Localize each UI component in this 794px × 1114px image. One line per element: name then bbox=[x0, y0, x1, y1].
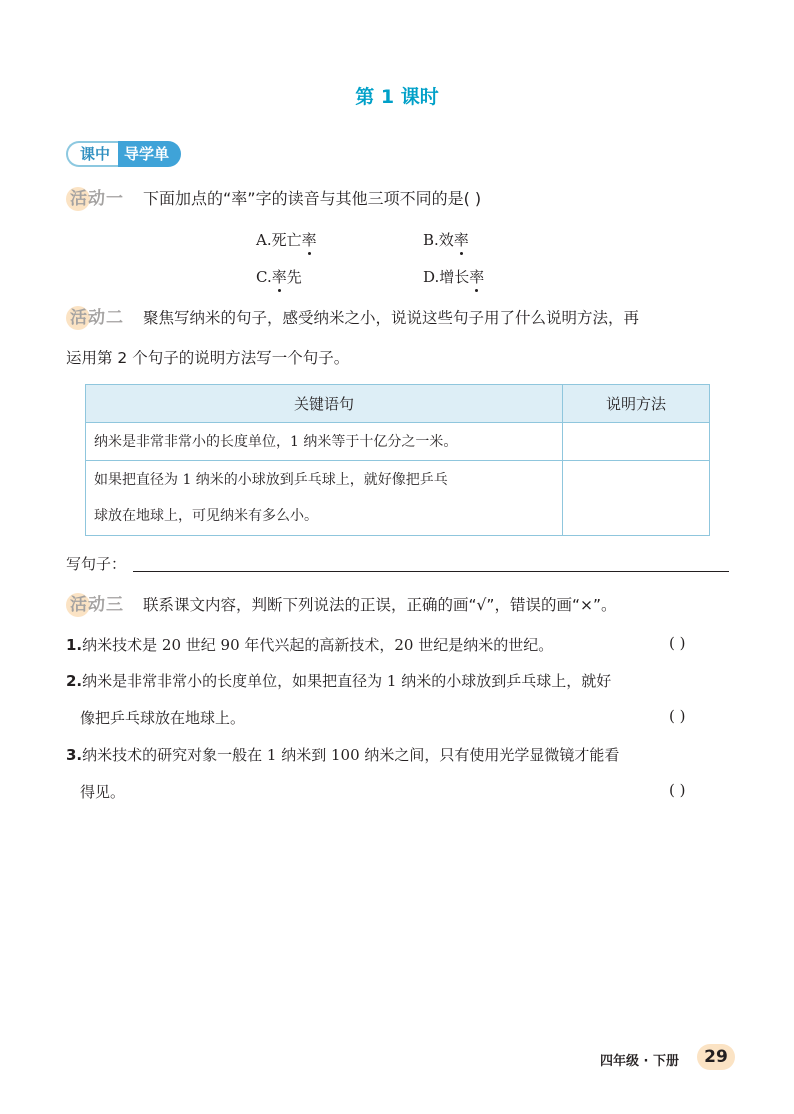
judge-item-1-text: 纳米技术是 20 世纪 90 年代兴起的高新技术，20 世纪是纳米的世纪。 bbox=[82, 636, 554, 654]
activity3-question: 联系课文内容，判断下列说法的正误，正确的画“√”，错误的画“×”。 bbox=[143, 596, 617, 614]
activity3-tag: 活动三 bbox=[70, 592, 124, 618]
table-row-2-line1: 如果把直径为 1 纳米的小球放到乒乓球上，就好像把乒乓 bbox=[94, 472, 448, 488]
judge-item-3-num: 3. bbox=[66, 746, 83, 764]
option-c-dotted: 率 bbox=[271, 268, 287, 286]
badge-right: 导学单 bbox=[118, 141, 181, 167]
table-row-1-method[interactable] bbox=[563, 423, 710, 461]
option-b-dotted: 率 bbox=[453, 231, 469, 249]
write-sentence-label: 写句子： bbox=[66, 555, 127, 573]
option-a-dotted: 率 bbox=[301, 231, 317, 249]
key-sentences-table bbox=[85, 384, 710, 536]
table-header-method: 说明方法 bbox=[563, 385, 710, 423]
judge-item-2 bbox=[66, 670, 611, 692]
judge-item-2-line2: 像把乒乓球放在地球上。 bbox=[80, 709, 246, 727]
option-c-suffix: 先 bbox=[286, 268, 302, 286]
table-row-2-line2: 球放在地球上，可见纳米有多么小。 bbox=[94, 508, 318, 524]
option-d-dotted: 率 bbox=[469, 268, 485, 286]
judge-item-1-answer[interactable]: ( ) bbox=[669, 634, 686, 652]
option-d-prefix: D.增长 bbox=[423, 268, 470, 286]
table-row-1-sentence: 纳米是非常非常小的长度单位，1 纳米等于十亿分之一米。 bbox=[86, 423, 563, 461]
activity1-question: 下面加点的“率”字的读音与其他三项不同的是( ) bbox=[143, 189, 482, 208]
badge-left: 课中 bbox=[66, 141, 118, 167]
option-b-prefix: B.效 bbox=[423, 231, 454, 249]
table-header-sentence: 关键语句 bbox=[86, 385, 563, 423]
judge-item-1 bbox=[66, 634, 553, 656]
judge-item-3-text: 纳米技术的研究对象一般在 1 纳米到 100 纳米之间，只有使用光学显微镜才能看 bbox=[82, 746, 620, 764]
judge-item-2-text: 纳米是非常非常小的长度单位，如果把直径为 1 纳米的小球放到乒乓球上，就好 bbox=[82, 672, 612, 690]
judge-item-2-num: 2. bbox=[66, 672, 83, 690]
option-b bbox=[423, 229, 469, 251]
table-row-2-sentence bbox=[86, 461, 563, 536]
activity1-tag: 活动一 bbox=[70, 186, 124, 212]
option-c-prefix: C. bbox=[256, 268, 272, 286]
lesson-title: 第 1 课时 bbox=[355, 86, 439, 108]
table-row-2-method[interactable] bbox=[563, 461, 710, 536]
judge-item-2-answer[interactable]: ( ) bbox=[669, 707, 686, 725]
option-d bbox=[423, 266, 484, 288]
option-a-prefix: A.死亡 bbox=[256, 231, 302, 249]
footer-grade: 四年级 · 下册 bbox=[600, 1054, 679, 1069]
activity2-tag: 活动二 bbox=[70, 305, 124, 331]
page-number: 29 bbox=[697, 1044, 735, 1070]
section-badge bbox=[66, 141, 181, 167]
judge-item-3-line2: 得见。 bbox=[80, 783, 126, 801]
judge-item-3-answer[interactable]: ( ) bbox=[669, 781, 686, 799]
activity2-question-line1: 聚焦写纳米的句子，感受纳米之小，说说这些句子用了什么说明方法，再 bbox=[143, 309, 640, 327]
option-c bbox=[256, 266, 302, 288]
option-a bbox=[256, 229, 317, 251]
activity2-question-line2: 运用第 2 个句子的说明方法写一个句子。 bbox=[66, 349, 350, 367]
judge-item-3 bbox=[66, 744, 619, 766]
judge-item-1-num: 1. bbox=[66, 636, 83, 654]
write-sentence-line[interactable] bbox=[133, 571, 729, 572]
